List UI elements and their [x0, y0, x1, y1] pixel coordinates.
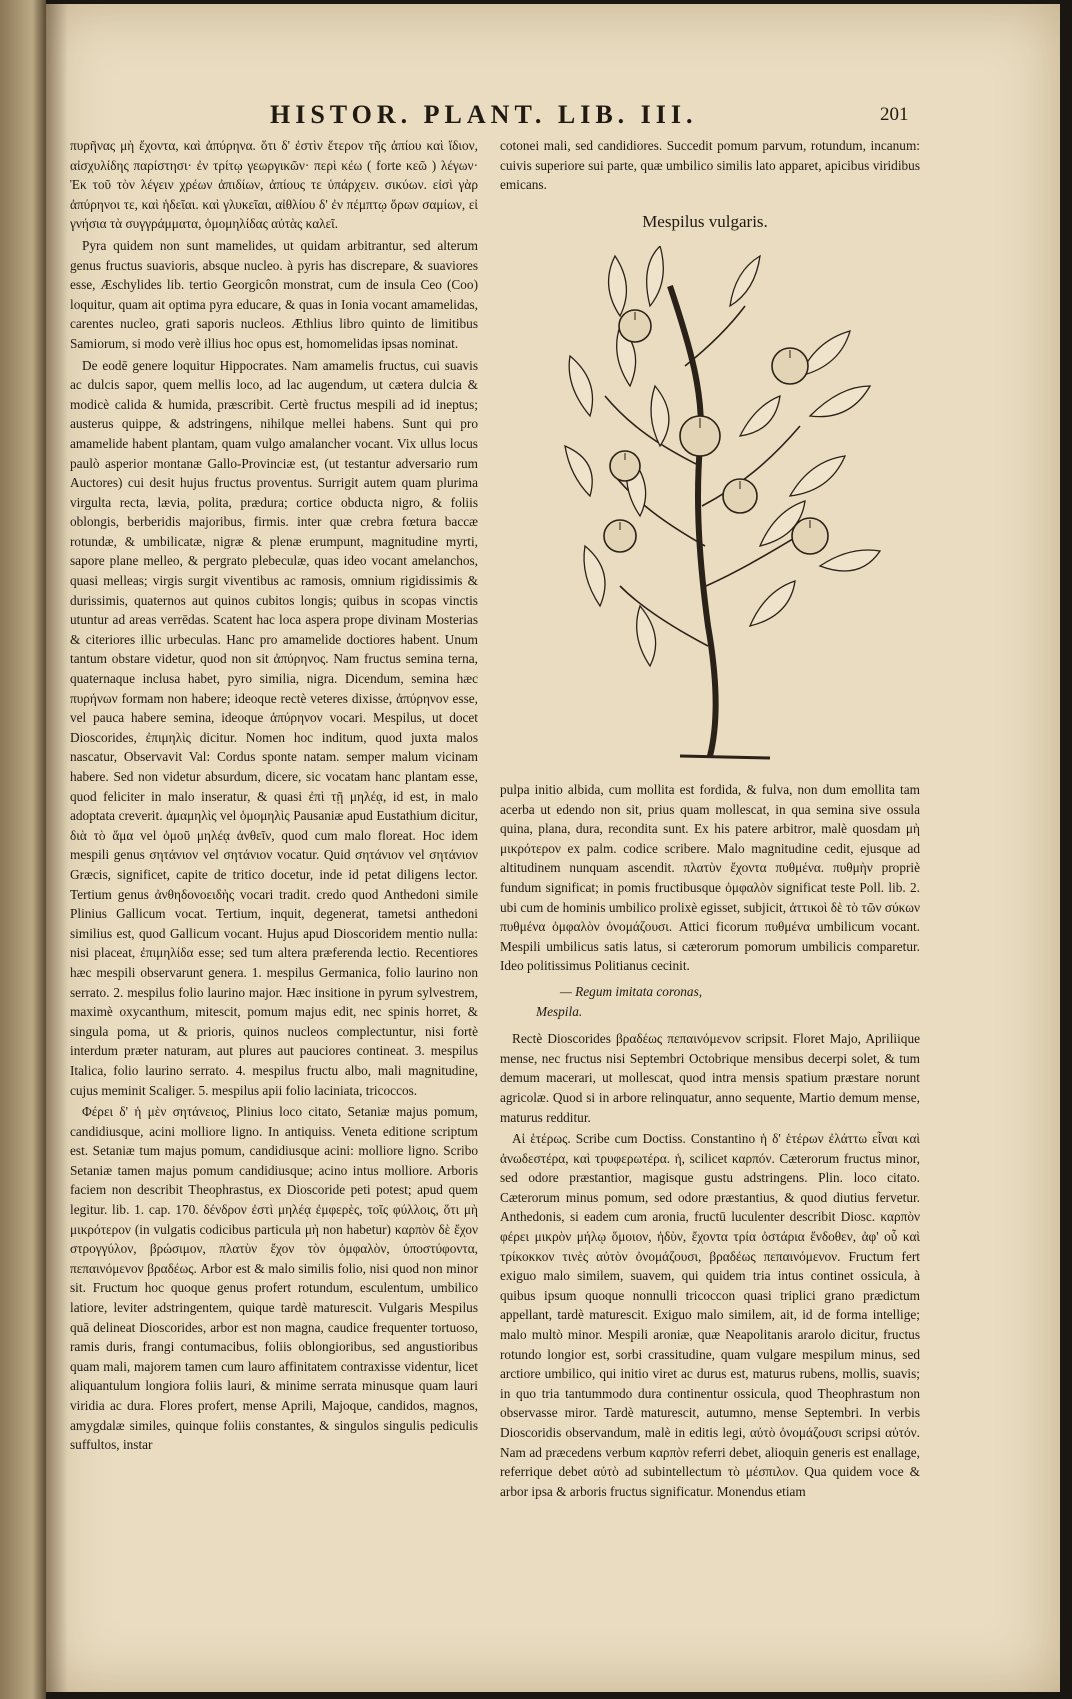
poetry-quote-line: Mespila. — [536, 1003, 583, 1019]
paragraph: Rectè Dioscorides βραδέως πεπαινόμενον scripsit. Floret Majo, Apriliique mense, nec fructus nisi Septembri Octobrique mensibus decerpi solet, & tum demum macerari, ut mollescat, quod intra mensis spatium præstare norunt agricolæ. Quod si in arbore relinquatur, anno sequente, Martio demum mense, maturus redditur. — [500, 1031, 920, 1125]
greek-passage: πυρῆνας μὴ ἔχοντα, καὶ ἀπύρηνα. ὅτι δ' ἐστὶν ἕτερον τῆς ἀπίου καὶ ἴδιον, αἰσχυλίδης παρίστησι· ἐν τρίτῳ γεωργικῶν· περὶ κέω ( forte κεῶ ) λέγων· Ἐκ τοῦ τὸν λέγειν χρέων ἀπιδίων, ἀπίους τε ὑπάρχειν. σικύων. εἰσὶ γὰρ ἀπύρηνοι τε, καὶ ἡδεῖαι. καὶ γλυκεῖαι, αἰθλίου δ' ἐν πέμπτῳ ὅρων σαμίων, εἰ γνήσια τὰ συγγράμματα, ὁμομηλίδας αὐτὰς καλεῖ. — [70, 138, 478, 232]
right-column-top — [500, 136, 920, 197]
adjacent-page-edge — [0, 0, 46, 1699]
figure-caption: Mespilus vulgaris. — [642, 212, 768, 231]
mespilus-woodcut-illustration — [560, 246, 890, 766]
left-column — [70, 136, 478, 1457]
paragraph: Φέρει δ' ἡ μὲν σητάνειος, Plinius loco citato, Setaniæ majus pomum, candidiusque, acini molliore ligno. In antiquiss. Veneta editione scriptum est. Setaniæ tum majus pomum, candidiusque acini: molliore ligno. Scribo Setaniæ tamen majus pomum candidiusque; acino intus molliore. Arboris faciem non describit Theophrastus, ex Dioscoride peti potest; apud quem legitur. lib. 1. cap. 170. δένδρον ἐστὶ μηλέᾳ ἐμφερὲς, τοῖς φύλλοις, ὅτι μὴ μικρότερον (in vulgatis codicibus particula μὴ non habetur) καρπὸν δὲ ἔχον στρογγύλον, βρώσιμον, πλατὺν ἔχον τὸν ὀμφαλὸν, ὑποστύφοντα, πεπαινόμενον βραδέως. Arbor est & malo similis folio, nisi quod non minor sit. Fructum hoc quoque genus profert rotundum, esculentum, umbilico latiore, leviter adstringentem, quique tardè maturescit. Vulgaris Mespilus quā delineat Dioscorides, arbor est non magna, caudice frequenter tortuoso, ramis duris, frangi contumacibus, foliis oblongioribus, sed angustioribus quam mali, majorem tamen cum lauro affinitatem contraxisse videntur, licet aliquantulum longiora foliis lauri, & minime serrata minusque quam lauri viridia ac dura. Flores profert, mense Aprili, Majoque, candidos, magnos, amygdalæ similes, quinque foliis constantes, & singulos singulis pediculis suffultos, instar — [70, 1104, 478, 1453]
paragraph: cotonei mali, sed candidiores. Succedit pomum parvum, rotundum, incanum: cuivis superiore sui parte, quæ umbilico similis lato apparet, apicibus viridibus emicans. — [500, 138, 920, 193]
paragraph: De eodē genere loquitur Hippocrates. Nam amamelis fructus, cui suavis ac dulcis sapor, quem mellis loco, ad lac augendum, ut cætera dulcia & modicè calida & humida, præscribit. Certè fructus mespili ad id ineptus; austerus quippe, & adstringens, nihilque mellei habens. Sunt qui pro amamelide habent plantam, quam vulgo amalancher vocant. Vix ullus locus paulò asperior montanæ Gallo-Provinciæ est, (ut testantur adversario rum Auctores) cui desit hujus fructus proventus. Surrigit autem quam plurima virgulta recta, lævia, polita, prædura; cortice obducta nigro, & foliis oblongis, berberidis majoribus, firmis. inter quæ crebra fœtura baccæ rotundæ, & umbilicatæ, nigræ & plenæ erumpunt, magnitudine myrti, sapore plane melleo, & pergrato plebeculæ, quas ideo vocant amelanchos, quasi melleas; virgis surgit viventibus ac ramosis, omnium rigidissimis & durissimis, quaternos aut quinos cubitos longis; quibus in scopas vinctis utuntur ad areas verrēdas. Scatent hac loca aspera prope divinam Mosterias & citeriores illic urbeculas. Hanc pro amamelide doctiores habent. Unum tantum obstare videtur, quod non sit ἀπύρηνος. Nam fructus semina terna, quaternaque inclusa habet, pyro similia, nigra. Dicendum, semina hæc πυρήνων formam non habere; ideoque rectè veteres dixisse, ἀπύρηνον esse, vel pauca habere semina, ideoque ἀπύρηνον vocari. Mespilus, ut docet Dioscorides, ἐπιμηλὶς dicitur. Nomen hoc inditum, quod juxta malos nascatur, Observavit Val: Cordus sponte natam. semper malum vicinam habere. Sed non videtur absurdum, dicere, sic vocatam hanc plantam esse, quod feliciter in malo inseratur, & quasi ἐπὶ τῇ μηλέᾳ, id est, in malo adoptata creverit. ἀμαμηλὶς vel ὁμομηλὶς Pausaniæ apud Eustathium dicitur, διὰ τὸ ἅμα vel ὁμοῦ μηλέᾳ ἀνθεῖν, quod cum malo floreat. Hoc idem mespili genus σητάνιον vel σητάνιον vocatur. Quid σητάνιον vel σητάνιον Græcis, significet, capite de tritico docetur, inde id petat diligens lector. Tertium genus ἀνθηδονοειδὴς vocari tradit. credo quod Anthedoni simile Plinius Gallicum vocat. Tertium, inquit, degenerat, tametsi anthedoni similius est, quod Gallicum vocant. Hujus apud Dioscoridem mentio nulla: nisi placeat, ἐπιμηλίδα esse; sed tum altera præferenda lectio. Recentiores hæc mespili observarunt genera. 1. mespilus Germanica, folio laurino non serrato. 2. mespilus folio laurino major. Hæc insitione in pyrum sylvestrem, maximè oxycanthum, mitescit, pomum majus edit, nec spinis horret, & singula poma, ut & prioris, quinos nucleos complectuntur, nisi fortè interdum præter naturam, aut plures aut pauciores contineat. 3. mespilus Italica, folio laurino serrato. 4. mespilus fructu albo, mali magnitudine, cujus meminit Scaliger. 5. mespilus apii folio laciniata, tricoccos. — [70, 357, 478, 1098]
paragraph: Αἱ ἑτέρως. Scribe cum Doctiss. Constantino ἡ δ' ἑτέρων ἐλάττω εἶναι καὶ ἀνωδεστέρα, καὶ τρυφερωτέρα. ἡ, scilicet καρπόν. Cæterorum fructus minor, sed odore præstantior, magisque gustu adstringens. Plin. loco citato. Cæterorum minus pomum, sed odore præstantius, & quod diutius fervetur. Anthedonis, si eadem cum aronia, fructū luculenter describit Diosc. καρπὸν φέρει μικρὸν μήλῳ ὅμοιον, ἡδὺν, ἔχοντα τρία ὀστάρια ἔνδοθεν, ἀφ' οὗ καὶ τρίκοκκον τινὲς αὐτὸν ὀνομάζουσι, βραδέως πεπαινόμενον. Fructum fert exiguo malo similem, suavem, qui quidem tria intus continet ossicula, à quibus ipsum quoque nonnulli tricoccon quasi triplici grano prædictum appellant, tardè maturescit. Exiguo malo similem, ait, id de forma intellige; malo multò minor. Mespili aroniæ, quæ Neapolitanis ararolo dicitur, fructus rotundo longior est, sorbi crassitudine, quam vulgare mespilum minus, sed arctiore umbilico, qui initio viret ac durus est, maturus rubens, mollis, suavis; in quo tria tantummodo dura continentur ossicula, quod Theophrastum non observasse miror. Tardè maturescit, autumno, mense Septembri. In verbis Dioscoridis observandum, malè in editis legi, αὐτὸ ὀνομάζουσι scripsi αὐτόν. Nam ad præcedens verbum καρπὸν referri debet, alioquin generis est enallage, referrique debet αὐτὸ ad subintellectum τὸ μέσπιλον. Qua quidem voce & arbor ipsa & arboris fructus significatur. Monendus etiam — [500, 1131, 920, 1499]
page-number: 201 — [880, 104, 909, 125]
page-gutter-shadow — [46, 4, 68, 1692]
paragraph: Pyra quidem non sunt mamelides, ut quidam arbitrantur, sed alterum genus fructus suavioris, absque nucleo. à pyris has discrepare, & suaviores esse, Æschylides lib. tertio Georgicôn monstrat, cum de insula Ceo (Coo) loquitur, quam ait optima pyra educare, & quas in Ionia vocant amamelidas, carentes nucleo, grati saporis nucleos. Æthlius libro quinto de limitibus Samiorum, si modo verè illius hoc opus est, homomelidas ipsas nominat. — [70, 237, 478, 351]
running-title: HISTOR. PLANT. LIB. III. — [270, 100, 698, 129]
poetry-quote-line: — Regum imitata coronas, — [560, 983, 703, 999]
right-column-bottom — [500, 780, 920, 1503]
paragraph: pulpa initio albida, cum mollita est fordida, & fulva, non dum emollita tam acerba ut edendo non sit, prius quam mollescat, in qua semina sive ossula quina, plana, dura, recondita sunt. Ex his patere arbitror, malè quosdam μὴ μικρότερον ex palm. codice scribere. Malo magnitudine cedit, ejusque ad altitudinem nunquam ascendit. πλατὺν ἔχοντα πυθμένα. πυθμὴν propriè fundum significat; in pomis fructibusque ὀμφαλὸν significat teste Poll. lib. 2. ubi cum de hominis umbilico prolixè egisset, subjicit, ἀττικοὶ δὲ τὸ τῶν σύκων πυθμένα ὀμφαλὸν ὀνομάζουσι. Attici ficorum πυθμένα umbilicum vocant. Mespili umbilicus satis latus, si cæterorum pomorum umbilicis comparetur. Ideo politissimus Politianus cecinit. — [500, 782, 920, 974]
